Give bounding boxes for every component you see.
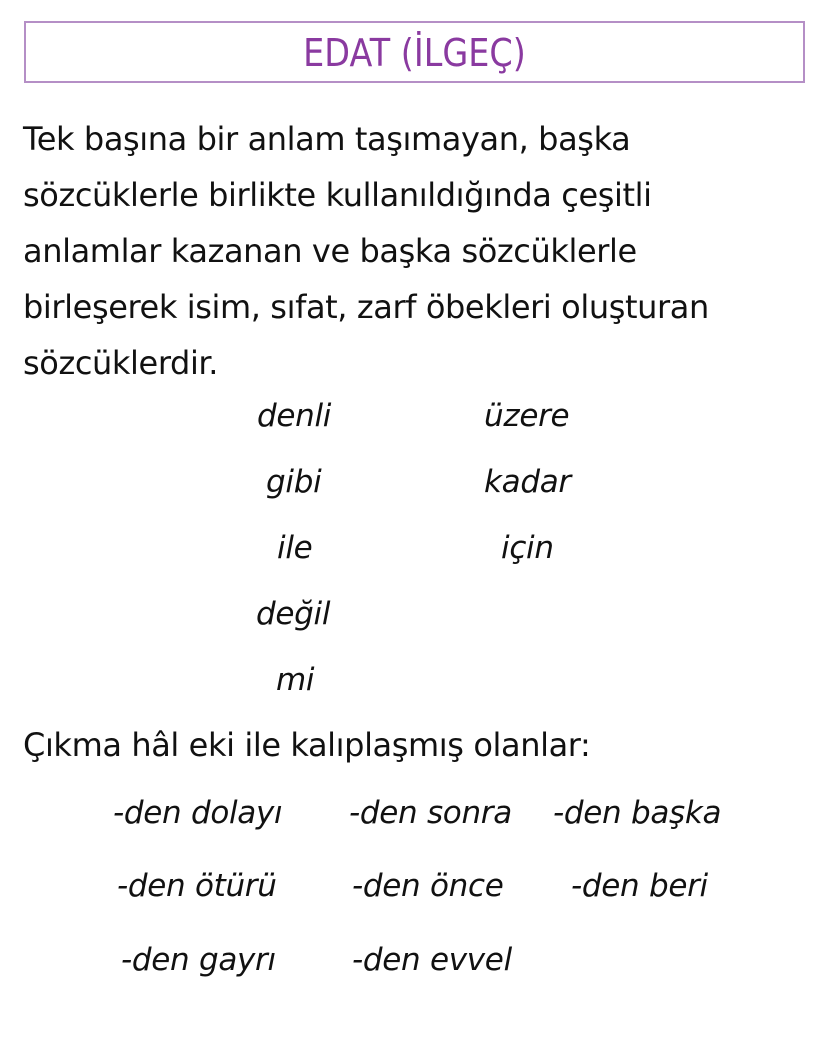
example-word-degil: değil	[256, 596, 331, 632]
ablative-form: -den sonra	[349, 795, 512, 831]
ablative-form: -den başka	[553, 795, 722, 831]
title-box	[24, 21, 805, 83]
example-word-mi: mi	[276, 662, 315, 698]
example-word-gibi: gibi	[266, 464, 322, 500]
ablative-form: -den evvel	[352, 942, 512, 978]
example-word-denli: denli	[257, 398, 332, 434]
ablative-form: -den dolayı	[113, 795, 283, 831]
ablative-form: -den beri	[571, 868, 708, 904]
ablative-form: -den gayrı	[121, 942, 276, 978]
example-word-uzere: üzere	[484, 398, 570, 434]
example-word-icin: için	[501, 530, 554, 566]
ablative-heading: Çıkma hâl eki ile kalıplaşmış olanlar:	[23, 726, 591, 764]
example-word-ile: ile	[277, 530, 313, 566]
ablative-form: -den önce	[352, 868, 504, 904]
page-title: EDAT (İLGEÇ)	[303, 31, 526, 75]
example-word-kadar: kadar	[484, 464, 571, 500]
definition-paragraph: Tek başına bir anlam taşımayan, başka sözcüklerle birlikte kullanıldığında çeşitli anlamlar kazanan ve başka sözcüklerle birleşerek isim, sıfat, zarf öbekleri oluşturan sözcüklerdir.	[23, 120, 709, 382]
ablative-form: -den ötürü	[117, 868, 277, 904]
